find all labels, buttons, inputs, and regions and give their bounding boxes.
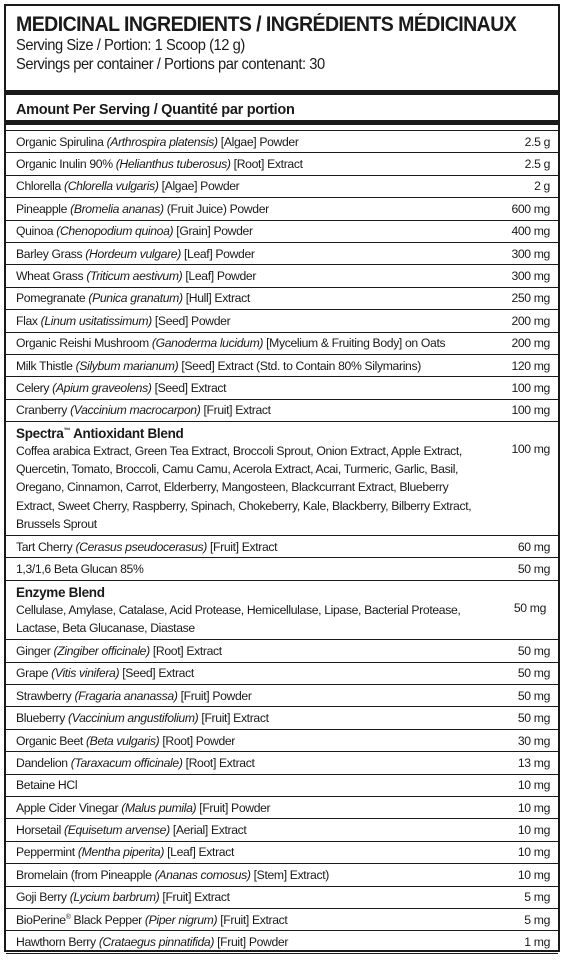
spectra-blend-amount: 100 mg (511, 442, 550, 457)
ingredient-part: (Fruit Juice) Powder (163, 201, 269, 216)
ingredient-latin-name: (Ganoderma lucidum) (151, 336, 264, 351)
ingredient-group-b (6, 536, 558, 581)
ingredient-name (16, 823, 246, 837)
ingredient-row (6, 663, 558, 685)
ingredient-name (16, 689, 252, 703)
enzyme-blend-row (6, 581, 558, 640)
ingredient-part: [Stem] Extract) (250, 867, 329, 882)
ingredient-amount: 5 mg (524, 912, 550, 927)
ingredient-part: [Root] Extract (149, 643, 222, 658)
ingredient-name (16, 403, 271, 417)
ingredient-common-name: BioPerine (16, 912, 66, 927)
ingredient-common-name: Apple Cider Vinegar (16, 800, 122, 815)
ingredient-group-a (6, 131, 558, 422)
ingredient-amount: 10 mg (517, 778, 550, 793)
ingredient-row (6, 842, 558, 864)
serving-size: Serving Size / Portion: 1 Scoop (12 g) (16, 37, 245, 54)
ingredient-latin-name: (Beta vulgaris) (85, 733, 160, 748)
spectra-title-name: Spectra (16, 426, 64, 442)
ingredient-amount: 200 mg (511, 336, 550, 351)
ingredient-common-name: Organic Beet (16, 733, 86, 748)
ingredient-row (6, 775, 558, 797)
ingredient-common-name: Dandelion (16, 755, 71, 770)
ingredient-common-name: Goji Berry (16, 890, 70, 905)
ingredient-latin-name: (Helianthus tuberosus) (115, 157, 231, 172)
ingredient-part: [Leaf] Extract (164, 845, 235, 860)
ingredient-name (16, 224, 253, 238)
ingredient-part: [Seed] Powder (151, 313, 231, 328)
ingredient-latin-name: (Silybum marianum) (75, 358, 179, 373)
ingredient-latin-name: (Bromelia ananas) (70, 201, 164, 216)
ingredient-amount: 600 mg (511, 201, 550, 216)
ingredient-name (16, 756, 255, 770)
ingredient-group-c (6, 640, 558, 953)
ingredient-amount: 30 mg (517, 733, 550, 748)
panel-header (6, 6, 558, 90)
spectra-blend-description: Coffea arabica Extract, Green Tea Extract, Broccoli Sprout, Onion Extract, Apple Extract, Quercetin, Tomato, Broccoli, Camu Camu, Acerola Extract, Acai, Turmeric, Garlic, Basil, Oregano, Cinnamon, Carrot, Elderberry, Mangosteen, Blackcurrant Extract, Blueberry Extract, Sweet Cherry, Raspberry, Spinach, Chokeberry, Kale, Blackberry, Bilberry Extract, Brussels Sprout (16, 444, 472, 531)
ingredient-part: [Fruit] Powder (196, 800, 271, 815)
panel-title: MEDICINAL INGREDIENTS / INGRÉDIENTS MÉDICINAUX (16, 13, 517, 36)
ingredient-amount: 200 mg (511, 313, 550, 328)
ingredient-common-name: Wheat Grass (16, 269, 87, 284)
ingredient-part: [Fruit] Powder (177, 688, 252, 703)
ingredient-row (6, 887, 558, 909)
ingredient-latin-name: (Mentha piperita) (77, 845, 165, 860)
ingredient-row (6, 131, 558, 153)
ingredient-name (16, 734, 235, 748)
ingredient-latin-name: (Zingiber officinale) (53, 643, 150, 658)
registered-mark: ® (65, 913, 71, 921)
ingredient-name (16, 540, 277, 554)
ingredient-latin-name: (Arthrospira platensis) (106, 134, 218, 149)
ingredient-row (6, 931, 558, 953)
ingredient-name (16, 845, 234, 859)
ingredient-name (16, 562, 143, 576)
ingredient-latin-name: (Crataegus pinnatifida) (98, 935, 215, 950)
ingredient-latin-name: (Equisetum arvense) (63, 823, 170, 838)
ingredient-part: [Fruit] Extract (200, 403, 271, 418)
ingredient-row (6, 909, 558, 931)
ingredient-common-name: Quinoa (16, 224, 57, 239)
ingredient-latin-name: (Apium graveolens) (52, 380, 152, 395)
supplement-facts-panel (4, 4, 560, 952)
ingredient-latin-name: (Malus pumila) (121, 800, 197, 815)
ingredient-amount: 5 mg (524, 890, 550, 905)
ingredient-latin-name: (Hordeum vulgare) (85, 246, 181, 261)
ingredient-row (6, 400, 558, 422)
ingredient-row (6, 707, 558, 729)
ingredient-common-name: Chlorella (16, 179, 64, 194)
enzyme-blend-amount: 50 mg (513, 600, 546, 615)
spectra-blend-text (16, 425, 486, 533)
ingredient-name (16, 135, 299, 149)
ingredient-part: [Leaf] Powder (180, 246, 255, 261)
ingredient-latin-name: (Fragaria ananassa) (74, 688, 178, 703)
ingredient-amount: 300 mg (511, 246, 550, 261)
ingredient-latin-name: (Chlorella vulgaris) (63, 179, 159, 194)
ingredient-row (6, 558, 558, 580)
ingredient-name (16, 269, 256, 283)
ingredient-row (6, 333, 558, 355)
ingredient-part: [Fruit] Extract (206, 539, 278, 554)
ingredient-row (6, 153, 558, 175)
ingredient-latin-name: (Vaccinium macrocarpon) (70, 403, 201, 418)
ingredient-common-name: Betaine HCl (16, 778, 78, 793)
ingredient-latin-name: (Triticum aestivum) (86, 269, 183, 284)
ingredient-amount: 1 mg (524, 935, 550, 950)
enzyme-blend-description: Cellulase, Amylase, Catalase, Acid Protease, Hemicellulase, Lipase, Bacterial Protease, Lactase, Beta Glucanase, Diastase (16, 602, 461, 636)
ingredient-name (16, 157, 303, 171)
ingredient-part: [Aerial] Extract (169, 823, 247, 838)
ingredient-latin-name: (Lycium barbrum) (69, 890, 160, 905)
ingredient-row (6, 640, 558, 662)
ingredient-name (16, 935, 288, 949)
ingredient-name (16, 801, 270, 815)
ingredient-name (16, 711, 269, 725)
ingredient-row (6, 797, 558, 819)
ingredient-part: [Seed] Extract (Std. to Contain 80% Silymarins) (178, 358, 421, 373)
ingredient-name (16, 247, 255, 261)
ingredient-common-name: Peppermint (16, 845, 78, 860)
ingredient-part: [Root] Extract (230, 157, 303, 172)
ingredient-amount: 250 mg (511, 291, 550, 306)
ingredient-amount: 100 mg (511, 403, 550, 418)
ingredient-part: [Algae] Powder (158, 179, 240, 194)
ingredient-latin-name: (Piper nigrum) (144, 912, 218, 927)
ingredient-name (16, 359, 421, 373)
ingredient-name (16, 336, 445, 350)
ingredient-row (6, 176, 558, 198)
ingredient-common-name: Celery (16, 380, 53, 395)
ingredient-latin-name: (Ananas comosus) (154, 867, 251, 882)
ingredient-amount: 13 mg (517, 755, 550, 770)
ingredient-amount: 400 mg (511, 224, 550, 239)
ingredient-common-name: Organic Spirulina (16, 134, 107, 149)
spectra-blend-row (6, 422, 558, 536)
ingredient-row (6, 355, 558, 377)
ingredient-latin-name: (Vaccinium angustifolium) (68, 711, 199, 726)
ingredient-latin-name: (Vitis vinifera) (51, 666, 120, 681)
ingredient-row (6, 752, 558, 774)
ingredient-part: [Root] Extract (182, 755, 255, 770)
ingredient-row (6, 685, 558, 707)
ingredient-part: [Leaf] Powder (182, 269, 257, 284)
ingredient-row (6, 243, 558, 265)
ingredient-name (16, 179, 239, 193)
ingredient-common-name-cont: Black Pepper (70, 912, 145, 927)
ingredient-common-name: Pomegranate (16, 291, 89, 306)
ingredient-common-name: Flax (16, 313, 41, 328)
ingredient-common-name: Blueberry (16, 711, 69, 726)
ingredient-common-name: Organic Inulin 90% (16, 157, 116, 172)
ingredient-common-name: Ginger (16, 643, 54, 658)
ingredient-part: [Fruit] Extract (198, 711, 269, 726)
ingredient-latin-name: (Chenopodium quinoa) (56, 224, 174, 239)
ingredient-part: [Fruit] Extract (159, 890, 230, 905)
ingredient-amount: 100 mg (511, 380, 550, 395)
ingredient-amount: 50 mg (517, 643, 550, 658)
ingredient-name (16, 644, 222, 658)
ingredient-list (6, 130, 558, 954)
ingredient-part: [Root] Powder (159, 733, 236, 748)
ingredient-name (16, 314, 230, 328)
ingredient-part: [Fruit] Powder (214, 935, 289, 950)
ingredient-row (6, 221, 558, 243)
servings-per-container: Servings per container / Portions par contenant: 30 (16, 56, 325, 73)
ingredient-common-name: Grape (16, 666, 52, 681)
ingredient-amount: 2.5 g (524, 134, 550, 149)
ingredient-latin-name: (Taraxacum officinale) (70, 755, 183, 770)
ingredient-common-name: Tart Cherry (16, 539, 76, 554)
ingredient-row (6, 536, 558, 558)
spectra-title-rest: Antioxidant Blend (70, 426, 184, 442)
ingredient-name (16, 381, 226, 395)
ingredient-common-name: Bromelain (from Pineapple (16, 867, 155, 882)
ingredient-amount: 10 mg (517, 867, 550, 882)
ingredient-latin-name: (Linum usitatissimum) (40, 313, 152, 328)
ingredient-name (16, 868, 329, 882)
ingredient-row (6, 288, 558, 310)
ingredient-amount: 50 mg (517, 711, 550, 726)
ingredient-row (6, 864, 558, 886)
trademark-mark: ™ (63, 427, 71, 435)
ingredient-amount: 10 mg (517, 800, 550, 815)
ingredient-amount: 2.5 g (524, 157, 550, 172)
ingredient-common-name: Cranberry (16, 403, 71, 418)
spectra-blend-title (16, 425, 486, 442)
ingredient-row (6, 377, 558, 399)
ingredient-part: [Hull] Extract (182, 291, 250, 306)
ingredient-row (6, 198, 558, 220)
ingredient-common-name: 1,3/1,6 Beta Glucan 85% (16, 562, 144, 577)
ingredient-amount: 10 mg (517, 823, 550, 838)
ingredient-amount: 10 mg (517, 845, 550, 860)
ingredient-amount: 50 mg (517, 688, 550, 703)
ingredient-part: [Algae] Powder (217, 134, 299, 149)
ingredient-part: [Grain] Powder (173, 224, 253, 239)
ingredient-name (16, 291, 250, 305)
ingredient-name (16, 890, 230, 904)
ingredient-amount: 300 mg (511, 269, 550, 284)
ingredient-name (16, 778, 77, 792)
ingredient-common-name: Organic Reishi Mushroom (16, 336, 152, 351)
ingredient-common-name: Barley Grass (16, 246, 86, 261)
ingredient-part: [Mycelium & Fruiting Body] on Oats (263, 336, 446, 351)
ingredient-row (6, 265, 558, 287)
ingredient-common-name: Milk Thistle (16, 358, 76, 373)
ingredient-amount: 50 mg (517, 562, 550, 577)
ingredient-row (6, 310, 558, 332)
ingredient-name (16, 202, 269, 216)
ingredient-common-name: Pineapple (16, 201, 71, 216)
ingredient-amount: 120 mg (511, 358, 550, 373)
enzyme-blend-text (16, 584, 466, 637)
ingredient-part: [Seed] Extract (119, 666, 194, 681)
enzyme-blend-title: Enzyme Blend (16, 584, 105, 600)
ingredient-name (16, 666, 194, 680)
ingredient-part: [Fruit] Extract (217, 912, 288, 927)
ingredient-latin-name: (Punica granatum) (88, 291, 183, 306)
ingredient-part: [Seed] Extract (151, 380, 227, 395)
amount-per-serving-heading: Amount Per Serving / Quantité par portion (6, 95, 558, 125)
ingredient-name (16, 913, 287, 927)
ingredient-latin-name: (Cerasus pseudocerasus) (75, 539, 207, 554)
ingredient-common-name: Horsetail (16, 823, 64, 838)
ingredient-common-name: Strawberry (16, 688, 75, 703)
ingredient-amount: 2 g (534, 179, 550, 194)
ingredient-amount: 60 mg (517, 539, 550, 554)
ingredient-row (6, 730, 558, 752)
ingredient-common-name: Hawthorn Berry (16, 935, 99, 950)
ingredient-row (6, 819, 558, 841)
ingredient-amount: 50 mg (517, 666, 550, 681)
